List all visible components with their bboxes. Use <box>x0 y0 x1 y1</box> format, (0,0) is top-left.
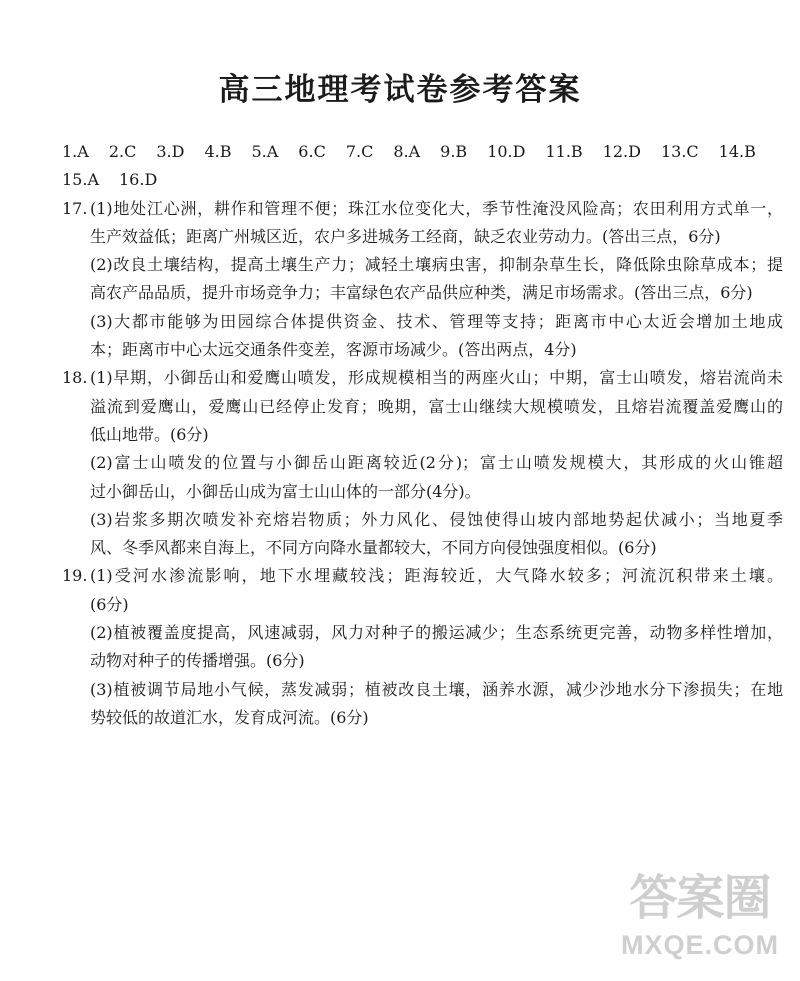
choice-answer: 10.D <box>487 142 526 161</box>
answer-line: 动物对种子的传播增强。(6分) <box>90 651 305 671</box>
question-block <box>62 364 783 562</box>
answer-line: (3)大都市能够为田园综合体提供资金、技术、管理等支持；距离市中心太近会增加土地成 <box>90 311 783 331</box>
choice-answer: 15.A <box>62 170 99 190</box>
answer-line: (1)地处江心洲，耕作和管理不便；珠江水位变化大，季节性淹没风险高；农田利用方式单一， <box>90 198 783 218</box>
choice-answer: 2.C <box>108 142 137 161</box>
answer-line: (2)富士山喷发的位置与小御岳山距离较近(2分)；富士山喷发规模大，其形成的火山锥超 <box>90 453 783 473</box>
answer-part <box>90 562 783 619</box>
answer-part <box>90 506 783 563</box>
choice-answer: 13.C <box>660 142 699 161</box>
answer-line: 风、冬季风都来自海上，不同方向降水量都较大，不同方向侵蚀强度相似。(6分) <box>90 538 657 558</box>
choice-answer: 11.B <box>545 142 583 161</box>
question-block <box>62 195 783 365</box>
answer-part <box>90 308 783 365</box>
answer-line: (1)早期，小御岳山和爱鹰山喷发，形成规模相当的两座火山；中期，富士山喷发，熔岩流尚未 <box>90 368 783 388</box>
choice-answers <box>62 138 783 195</box>
choice-answer-row <box>62 138 783 166</box>
answer-part <box>90 449 783 506</box>
page-title: 高三地理考试卷参考答案 <box>218 72 582 108</box>
answer-line: 过小御岳山，小御岳山成为富士山山体的一部分(4分)。 <box>90 481 481 501</box>
choice-answer: 5.A <box>251 142 279 161</box>
choice-answer: 4.B <box>204 142 232 161</box>
answer-line: 高农产品品质，提升市场竞争力；丰富绿色农产品供应种类，满足市场需求。(答出三点，6分) <box>90 283 753 303</box>
answer-line: (3)岩浆多期次喷发补充熔岩物质；外力风化、侵蚀使得山坡内部地势起伏减小；当地夏季 <box>90 509 783 529</box>
answer-line: (2)植被覆盖度提高，风速减弱，风力对种子的搬运减少；生态系统更完善，动物多样性增加， <box>90 623 783 643</box>
answer-line: 生产效益低；距离广州城区近，农户多进城务工经商，缺乏农业劳动力。(答出三点，6分) <box>90 226 721 246</box>
choice-answer-row <box>62 166 783 194</box>
choice-answer: 3.D <box>156 142 185 161</box>
answer-line: (6分) <box>90 594 129 614</box>
choice-answer: 1.A <box>62 142 89 161</box>
free-response-answers <box>62 195 783 733</box>
choice-answer: 7.C <box>345 142 374 161</box>
watermark-main-text: 答案圈 <box>629 870 771 926</box>
answer-part <box>90 676 783 733</box>
watermark-site-text: MXQE.COM <box>620 930 779 960</box>
answer-line: 本；距离市中心太远交通条件变差，客源市场减少。(答出两点，4分) <box>90 340 577 360</box>
watermark-logo <box>612 868 788 962</box>
answer-line: 溢流到爱鹰山，爱鹰山已经停止发育；晚期，富士山继续大规模喷发，且熔岩流覆盖爱鹰山的 <box>90 396 783 416</box>
choice-answer: 12.D <box>602 142 641 161</box>
choice-answer: 16.D <box>119 170 158 190</box>
question-block <box>62 562 783 732</box>
answer-line: 低山地带。(6分) <box>90 424 209 444</box>
answer-line: (2)改良土壤结构，提高土壤生产力；减轻土壤病虫害，抑制杂草生长，降低除虫除草成本；提 <box>90 255 783 275</box>
answer-part <box>90 195 783 252</box>
answer-line: 势较低的故道汇水，发育成河流。(6分) <box>90 707 369 727</box>
answer-line: (1)受河水渗流影响，地下水埋藏较浅；距海较近，大气降水较多；河流沉积带来土壤。 <box>90 566 783 586</box>
choice-answer: 8.A <box>393 142 421 161</box>
answer-part <box>90 619 783 676</box>
choice-answer: 14.B <box>718 142 756 161</box>
answer-part <box>90 251 783 308</box>
answer-part <box>90 364 783 449</box>
answer-body <box>62 138 783 732</box>
answer-line: (3)植被调节局地小气候，蒸发减弱；植被改良土壤，涵养水源，减少沙地水分下渗损失；在地 <box>90 679 783 699</box>
choice-answer: 6.C <box>298 142 326 161</box>
question-number: 17. <box>62 198 88 218</box>
question-number: 18. <box>62 368 88 388</box>
question-number: 19. <box>62 566 88 586</box>
choice-answer: 9.B <box>440 142 468 161</box>
